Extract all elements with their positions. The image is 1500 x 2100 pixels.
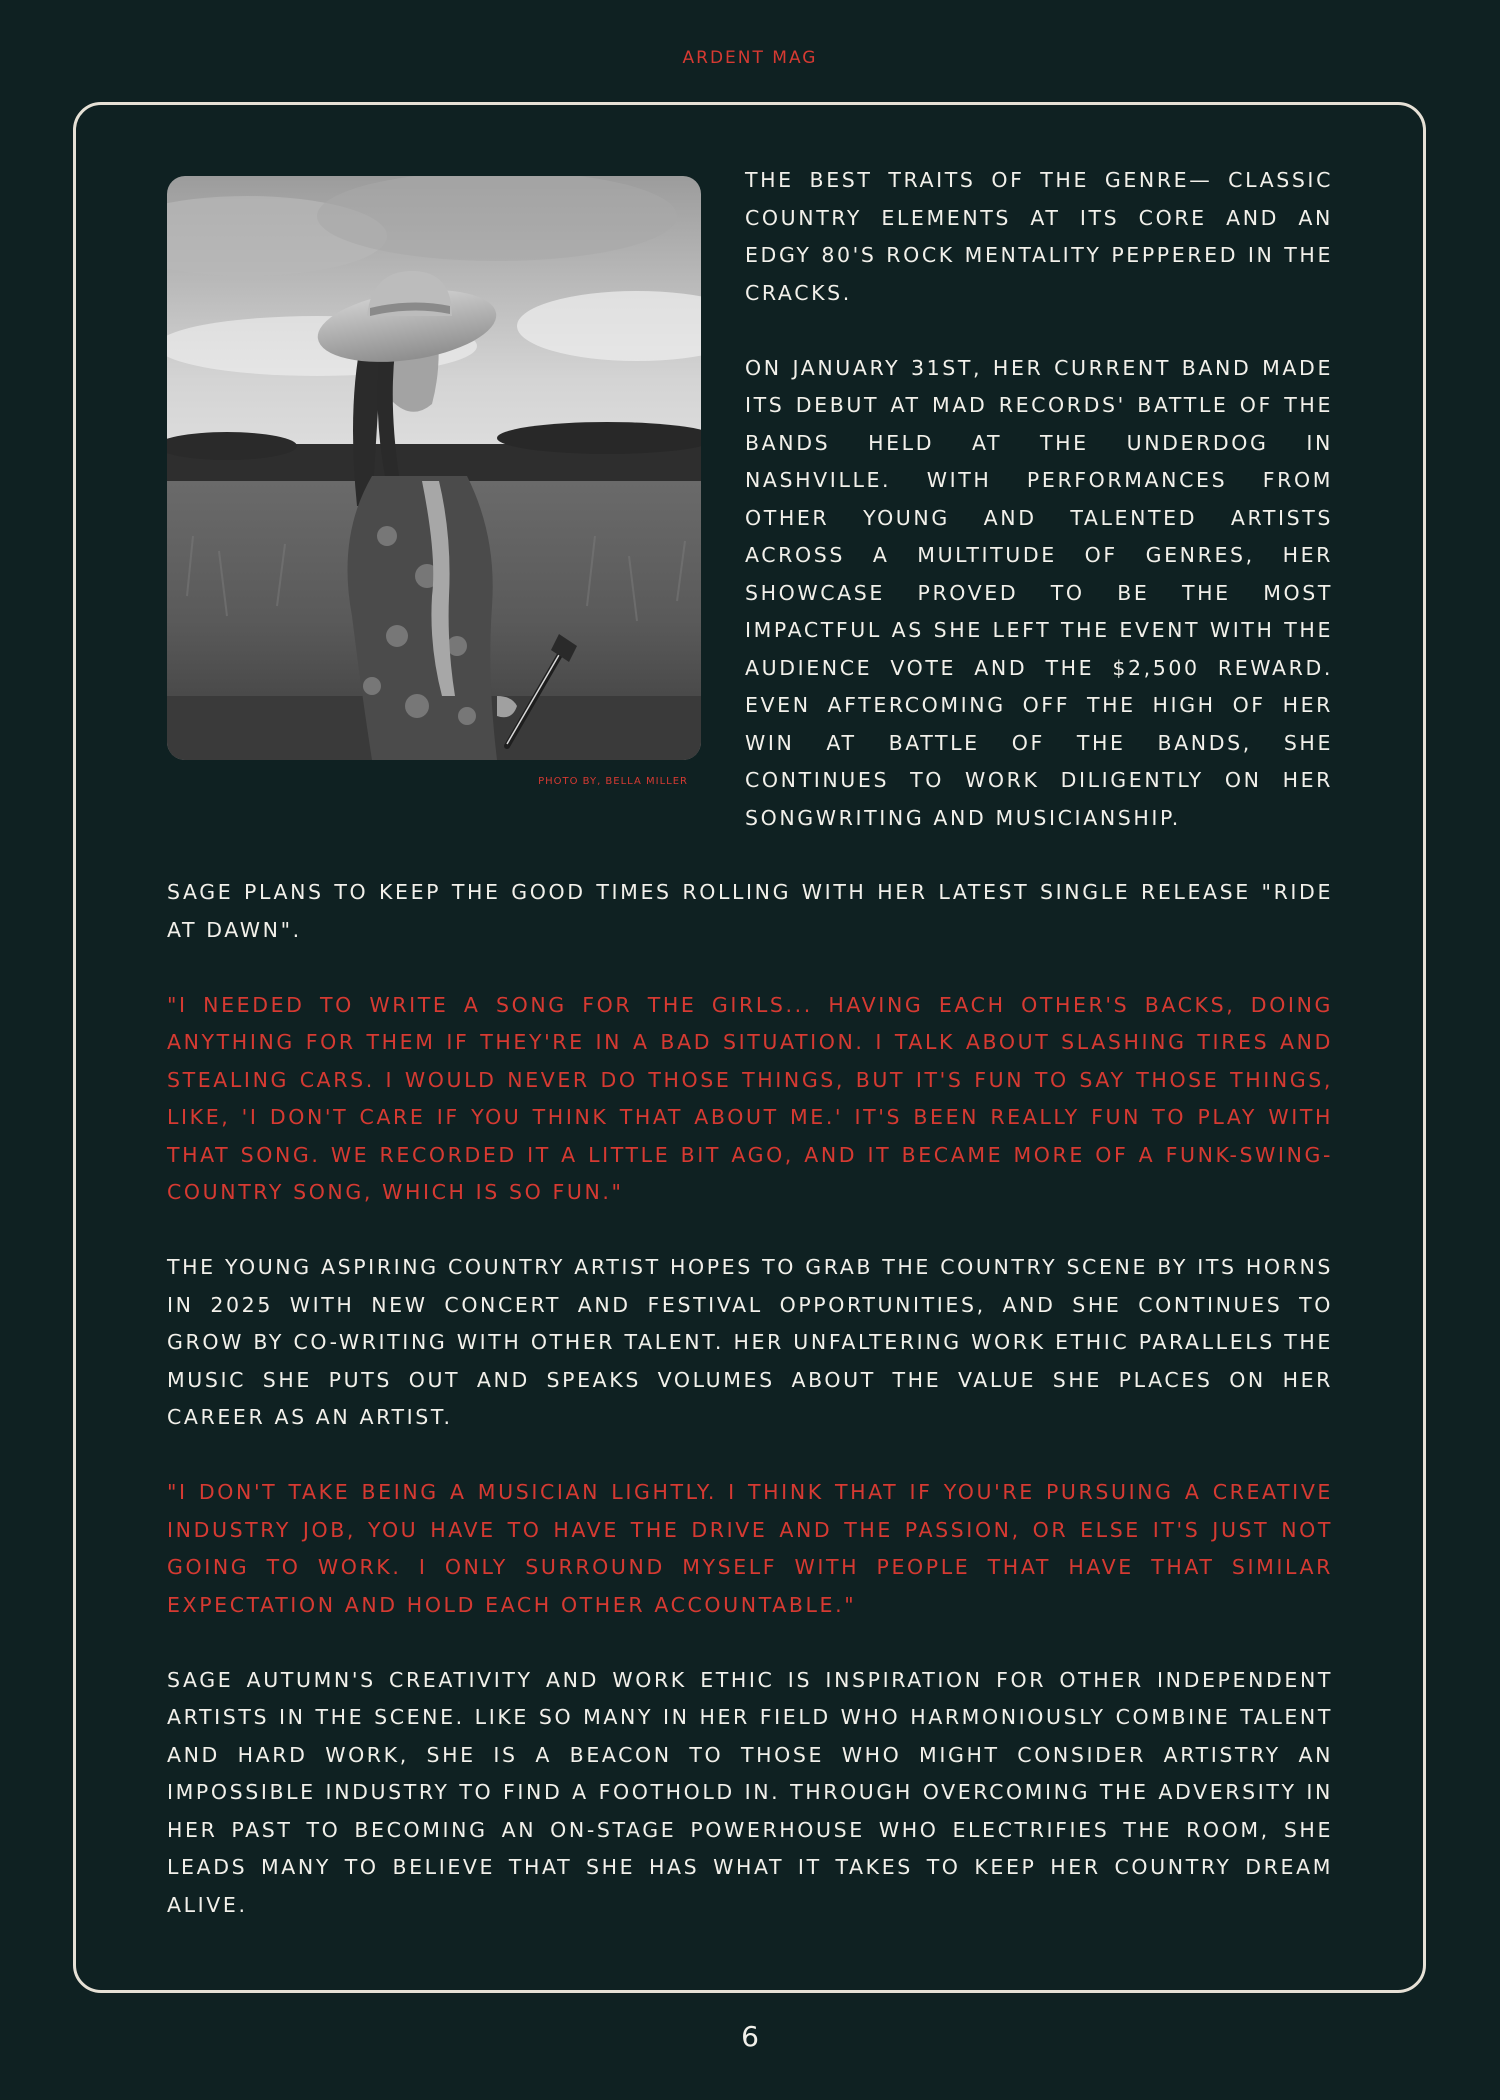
- pull-quote-musician: "I DON'T TAKE BEING A MUSICIAN LIGHTLY. I THINK THAT IF YOU'RE PURSUING A CREATIVE INDUSTRY JOB, YOU HAVE TO HAVE THE DRIVE AND THE PASSION, OR ELSE IT'S JUST NOT GOING TO WORK. I ONLY SURROUND MYSELF WITH PEOPLE THAT HAVE THAT SIMILAR EXPECTATION AND HOLD EACH OTHER ACCOUNTABLE.": [167, 1480, 1333, 1617]
- article-body: [167, 874, 1333, 1924]
- single-release-paragraph: SAGE PLANS TO KEEP THE GOOD TIMES ROLLING WITH HER LATEST SINGLE RELEASE "RIDE AT DAWN".: [167, 880, 1333, 942]
- article-photo: [167, 176, 701, 760]
- magazine-masthead: ARDENT MAG: [682, 48, 818, 68]
- battle-of-the-bands-paragraph: ON JANUARY 31ST, HER CURRENT BAND MADE ITS DEBUT AT MAD RECORDS' BATTLE OF THE BANDS HELD AT THE UNDERDOG IN NASHVILLE. WITH PERFORMANCES FROM OTHER YOUNG AND TALENTED ARTISTS ACROSS A MULTITUDE OF GENRES, HER SHOWCASE PROVED TO BE THE MOST IMPACTFUL AS SHE LEFT THE EVENT WITH THE AUDIENCE VOTE AND THE $2,500 REWARD. EVEN AFTERCOMING OFF THE HIGH OF HER WIN AT BATTLE OF THE BANDS, SHE CONTINUES TO WORK DILIGENTLY ON HER SONGWRITING AND MUSICIANSHIP.: [745, 355, 1333, 830]
- closing-paragraph: SAGE AUTUMN'S CREATIVITY AND WORK ETHIC IS INSPIRATION FOR OTHER INDEPENDENT ARTISTS IN THE SCENE. LIKE SO MANY IN HER FIELD WHO HARMONIOUSLY COMBINE TALENT AND HARD WORK, SHE IS A BEACON TO THOSE WHO MIGHT CONSIDER ARTISTRY AN IMPOSSIBLE INDUSTRY TO FIND A FOOTHOLD IN. THROUGH OVERCOMING THE ADVERSITY IN HER PAST TO BECOMING AN ON-STAGE POWERHOUSE WHO ELECTRIFIES THE ROOM, SHE LEADS MANY TO BELIEVE THAT SHE HAS WHAT IT TAKES TO KEEP HER COUNTRY DREAM ALIVE.: [167, 1667, 1333, 1917]
- page-number: 6: [741, 2020, 759, 2053]
- intro-paragraph: THE BEST TRAITS OF THE GENRE— CLASSIC COUNTRY ELEMENTS AT ITS CORE AND AN EDGY 80'S ROCK MENTALITY PEPPERED IN THE CRACKS.: [745, 168, 1333, 305]
- aspirations-paragraph: THE YOUNG ASPIRING COUNTRY ARTIST HOPES TO GRAB THE COUNTRY SCENE BY ITS HORNS IN 2025 WITH NEW CONCERT AND FESTIVAL OPPORTUNITIES, AND SHE CONTINUES TO GROW BY CO-WRITING WITH OTHER TALENT. HER UNFALTERING WORK ETHIC PARALLELS THE MUSIC SHE PUTS OUT AND SPEAKS VOLUMES ABOUT THE VALUE SHE PLACES ON HER CAREER AS AN ARTIST.: [167, 1255, 1333, 1429]
- pull-quote-song: "I NEEDED TO WRITE A SONG FOR THE GIRLS... HAVING EACH OTHER'S BACKS, DOING ANYTHING FOR THEM IF THEY'RE IN A BAD SITUATION. I TALK ABOUT SLASHING TIRES AND STEALING CARS. I WOULD NEVER DO THOSE THINGS, BUT IT'S FUN TO SAY THOSE THINGS, LIKE, 'I DON'T CARE IF YOU THINK THAT ABOUT ME.' IT'S BEEN REALLY FUN TO PLAY WITH THAT SONG. WE RECORDED IT A LITTLE BIT AGO, AND IT BECAME MORE OF A FUNK-SWING-COUNTRY SONG, WHICH IS SO FUN.": [167, 992, 1333, 1204]
- intro-column: [745, 162, 1333, 837]
- photo-credit: PHOTO BY, BELLA MILLER: [538, 776, 688, 787]
